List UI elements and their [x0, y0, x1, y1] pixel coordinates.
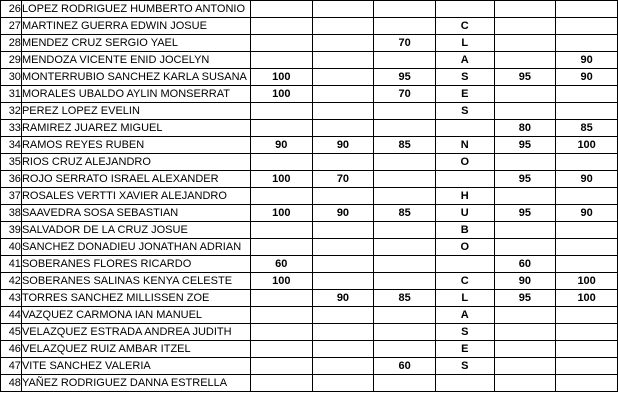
cell-grade-3[interactable]: 70	[374, 86, 436, 103]
cell-student-name[interactable]: ROJO SERRATO ISRAEL ALEXANDER	[21, 171, 250, 188]
cell-grade-2[interactable]	[312, 239, 374, 256]
cell-grade-5[interactable]: 100	[556, 290, 618, 307]
cell-grade-5[interactable]: 90	[556, 205, 618, 222]
cell-grade-4[interactable]: 95	[494, 137, 556, 154]
cell-letter[interactable]: A	[435, 307, 494, 324]
cell-grade-3[interactable]	[374, 1, 436, 18]
cell-grade-5[interactable]	[556, 103, 618, 120]
cell-grade-2[interactable]	[312, 86, 374, 103]
cell-row-number[interactable]: 38	[1, 205, 22, 222]
cell-row-number[interactable]: 46	[1, 341, 22, 358]
table-row	[1, 307, 618, 324]
cell-grade-4[interactable]: 90	[494, 273, 556, 290]
cell-grade-5[interactable]: 100	[556, 137, 618, 154]
cell-student-name[interactable]: VITE SANCHEZ VALERIA	[21, 358, 250, 375]
cell-grade-2[interactable]	[312, 375, 374, 392]
cell-grade-3[interactable]	[374, 239, 436, 256]
cell-grade-2[interactable]	[312, 35, 374, 52]
table-row	[1, 358, 618, 375]
table-row	[1, 86, 618, 103]
table-row	[1, 103, 618, 120]
cell-grade-1[interactable]	[250, 222, 312, 239]
cell-row-number[interactable]: 32	[1, 103, 22, 120]
cell-student-name[interactable]: SAAVEDRA SOSA SEBASTIAN	[21, 205, 250, 222]
cell-grade-3[interactable]	[374, 154, 436, 171]
cell-grade-4[interactable]: 95	[494, 205, 556, 222]
cell-grade-4[interactable]	[494, 222, 556, 239]
table-row	[1, 375, 618, 392]
table-row	[1, 154, 618, 171]
cell-grade-3[interactable]	[374, 256, 436, 273]
cell-grade-3[interactable]: 95	[374, 69, 436, 86]
cell-grade-3[interactable]: 85	[374, 137, 436, 154]
cell-student-name[interactable]: RAMIREZ JUAREZ MIGUEL	[21, 120, 250, 137]
grades-table-body	[1, 1, 618, 392]
cell-grade-3[interactable]	[374, 341, 436, 358]
cell-grade-4[interactable]	[494, 35, 556, 52]
cell-grade-4[interactable]: 95	[494, 69, 556, 86]
cell-student-name[interactable]: SANCHEZ DONADIEU JONATHAN ADRIAN	[21, 239, 250, 256]
cell-grade-2[interactable]: 70	[312, 171, 374, 188]
cell-grade-1[interactable]	[250, 290, 312, 307]
cell-letter[interactable]	[435, 120, 494, 137]
cell-grade-5[interactable]: 90	[556, 69, 618, 86]
cell-letter[interactable]: L	[435, 290, 494, 307]
cell-letter[interactable]: B	[435, 222, 494, 239]
cell-grade-3[interactable]: 85	[374, 290, 436, 307]
cell-grade-4[interactable]	[494, 52, 556, 69]
table-row	[1, 137, 618, 154]
cell-grade-5[interactable]	[556, 18, 618, 35]
cell-grade-2[interactable]	[312, 103, 374, 120]
cell-grade-1[interactable]	[250, 154, 312, 171]
cell-grade-2[interactable]	[312, 307, 374, 324]
table-row	[1, 171, 618, 188]
cell-row-number[interactable]: 30	[1, 69, 22, 86]
cell-student-name[interactable]: RAMOS REYES RUBEN	[21, 137, 250, 154]
cell-grade-1[interactable]	[250, 35, 312, 52]
cell-letter[interactable]	[435, 256, 494, 273]
cell-grade-4[interactable]	[494, 341, 556, 358]
cell-student-name[interactable]: PEREZ LOPEZ EVELIN	[21, 103, 250, 120]
table-row	[1, 18, 618, 35]
cell-grade-5[interactable]	[556, 86, 618, 103]
cell-letter[interactable]: S	[435, 69, 494, 86]
cell-grade-1[interactable]	[250, 18, 312, 35]
cell-letter[interactable]	[435, 1, 494, 18]
cell-grade-4[interactable]	[494, 375, 556, 392]
table-row	[1, 222, 618, 239]
cell-letter[interactable]: A	[435, 52, 494, 69]
cell-grade-2[interactable]	[312, 188, 374, 205]
cell-grade-2[interactable]	[312, 120, 374, 137]
table-row	[1, 341, 618, 358]
cell-grade-4[interactable]	[494, 324, 556, 341]
cell-grade-1[interactable]	[250, 103, 312, 120]
cell-grade-3[interactable]	[374, 52, 436, 69]
cell-row-number[interactable]: 43	[1, 290, 22, 307]
cell-row-number[interactable]: 27	[1, 18, 22, 35]
cell-grade-5[interactable]	[556, 188, 618, 205]
cell-grade-3[interactable]	[374, 222, 436, 239]
cell-grade-5[interactable]	[556, 256, 618, 273]
cell-grade-4[interactable]	[494, 18, 556, 35]
table-row	[1, 205, 618, 222]
cell-grade-3[interactable]	[374, 324, 436, 341]
cell-grade-4[interactable]: 80	[494, 120, 556, 137]
cell-student-name[interactable]: MORALES UBALDO AYLIN MONSERRAT	[21, 86, 250, 103]
cell-grade-1[interactable]	[250, 375, 312, 392]
table-row	[1, 35, 618, 52]
cell-grade-5[interactable]	[556, 358, 618, 375]
cell-grade-2[interactable]: 90	[312, 205, 374, 222]
cell-grade-1[interactable]	[250, 120, 312, 137]
cell-student-name[interactable]: SALVADOR DE LA CRUZ JOSUE	[21, 222, 250, 239]
cell-grade-4[interactable]: 95	[494, 171, 556, 188]
cell-letter[interactable]	[435, 375, 494, 392]
cell-grade-2[interactable]	[312, 222, 374, 239]
table-row	[1, 69, 618, 86]
cell-grade-2[interactable]: 90	[312, 290, 374, 307]
table-row	[1, 1, 618, 18]
table-row	[1, 273, 618, 290]
cell-row-number[interactable]: 45	[1, 324, 22, 341]
cell-grade-5[interactable]: 90	[556, 52, 618, 69]
cell-grade-5[interactable]	[556, 1, 618, 18]
cell-letter[interactable]: S	[435, 324, 494, 341]
cell-row-number[interactable]: 41	[1, 256, 22, 273]
cell-grade-3[interactable]	[374, 171, 436, 188]
cell-letter[interactable]: L	[435, 35, 494, 52]
cell-letter[interactable]: C	[435, 18, 494, 35]
cell-letter[interactable]: O	[435, 239, 494, 256]
table-row	[1, 256, 618, 273]
cell-grade-1[interactable]	[250, 307, 312, 324]
cell-grade-4[interactable]	[494, 86, 556, 103]
cell-grade-1[interactable]	[250, 188, 312, 205]
cell-grade-2[interactable]	[312, 18, 374, 35]
cell-letter[interactable]: U	[435, 205, 494, 222]
cell-grade-5[interactable]	[556, 375, 618, 392]
cell-grade-5[interactable]	[556, 239, 618, 256]
cell-grade-1[interactable]	[250, 358, 312, 375]
table-row	[1, 290, 618, 307]
cell-letter[interactable]: E	[435, 86, 494, 103]
cell-student-name[interactable]: TORRES SANCHEZ MILLISSEN ZOE	[21, 290, 250, 307]
cell-grade-1[interactable]: 100	[250, 86, 312, 103]
cell-grade-1[interactable]: 100	[250, 69, 312, 86]
cell-grade-5[interactable]	[556, 324, 618, 341]
cell-letter[interactable]: S	[435, 358, 494, 375]
cell-grade-3[interactable]: 70	[374, 35, 436, 52]
cell-grade-5[interactable]: 100	[556, 273, 618, 290]
cell-grade-1[interactable]	[250, 324, 312, 341]
cell-letter[interactable]: H	[435, 188, 494, 205]
table-row	[1, 324, 618, 341]
table-row	[1, 52, 618, 69]
cell-row-number[interactable]: 31	[1, 86, 22, 103]
cell-letter[interactable]: S	[435, 103, 494, 120]
cell-row-number[interactable]: 48	[1, 375, 22, 392]
cell-row-number[interactable]: 26	[1, 1, 22, 18]
cell-row-number[interactable]: 29	[1, 52, 22, 69]
cell-student-name[interactable]: SOBERANES SALINAS KENYA CELESTE	[21, 273, 250, 290]
cell-grade-3[interactable]	[374, 18, 436, 35]
cell-grade-2[interactable]	[312, 358, 374, 375]
cell-grade-3[interactable]	[374, 120, 436, 137]
cell-grade-4[interactable]: 95	[494, 290, 556, 307]
cell-letter[interactable]: O	[435, 154, 494, 171]
cell-grade-1[interactable]: 100	[250, 273, 312, 290]
table-row	[1, 239, 618, 256]
cell-student-name[interactable]: RIOS CRUZ ALEJANDRO	[21, 154, 250, 171]
cell-grade-2[interactable]	[312, 324, 374, 341]
cell-grade-3[interactable]	[374, 103, 436, 120]
cell-student-name[interactable]: ROSALES VERTTI XAVIER ALEJANDRO	[21, 188, 250, 205]
cell-grade-5[interactable]	[556, 154, 618, 171]
cell-grade-2[interactable]: 90	[312, 137, 374, 154]
cell-grade-5[interactable]	[556, 222, 618, 239]
cell-grade-1[interactable]: 60	[250, 256, 312, 273]
cell-grade-1[interactable]: 100	[250, 205, 312, 222]
cell-grade-1[interactable]	[250, 239, 312, 256]
cell-letter[interactable]: N	[435, 137, 494, 154]
cell-row-number[interactable]: 42	[1, 273, 22, 290]
cell-student-name[interactable]: VELAZQUEZ ESTRADA ANDREA JUDITH	[21, 324, 250, 341]
cell-grade-4[interactable]	[494, 358, 556, 375]
cell-row-number[interactable]: 28	[1, 35, 22, 52]
cell-grade-2[interactable]	[312, 273, 374, 290]
cell-row-number[interactable]: 33	[1, 120, 22, 137]
cell-student-name[interactable]: VAZQUEZ CARMONA IAN MANUEL	[21, 307, 250, 324]
cell-grade-4[interactable]	[494, 307, 556, 324]
cell-student-name[interactable]: MARTINEZ GUERRA EDWIN JOSUE	[21, 18, 250, 35]
cell-grade-1[interactable]	[250, 52, 312, 69]
table-row	[1, 188, 618, 205]
cell-grade-5[interactable]: 90	[556, 171, 618, 188]
cell-row-number[interactable]: 36	[1, 171, 22, 188]
cell-grade-5[interactable]	[556, 35, 618, 52]
cell-row-number[interactable]: 34	[1, 137, 22, 154]
cell-grade-1[interactable]	[250, 341, 312, 358]
cell-grade-2[interactable]	[312, 69, 374, 86]
cell-student-name[interactable]: LOPEZ RODRIGUEZ HUMBERTO ANTONIO	[21, 1, 250, 18]
cell-grade-4[interactable]	[494, 154, 556, 171]
cell-row-number[interactable]: 37	[1, 188, 22, 205]
cell-grade-2[interactable]	[312, 52, 374, 69]
table-row	[1, 120, 618, 137]
cell-grade-4[interactable]	[494, 1, 556, 18]
cell-letter[interactable]: C	[435, 273, 494, 290]
cell-student-name[interactable]: VELAZQUEZ RUIZ AMBAR ITZEL	[21, 341, 250, 358]
cell-row-number[interactable]: 39	[1, 222, 22, 239]
cell-grade-1[interactable]	[250, 1, 312, 18]
cell-grade-2[interactable]	[312, 1, 374, 18]
cell-grade-4[interactable]	[494, 103, 556, 120]
cell-letter[interactable]	[435, 171, 494, 188]
cell-grade-3[interactable]: 85	[374, 205, 436, 222]
cell-grade-4[interactable]: 60	[494, 256, 556, 273]
cell-grade-1[interactable]: 100	[250, 171, 312, 188]
cell-student-name[interactable]: YAÑEZ RODRIGUEZ DANNA ESTRELLA	[21, 375, 250, 392]
cell-grade-3[interactable]	[374, 188, 436, 205]
cell-row-number[interactable]: 47	[1, 358, 22, 375]
cell-grade-5[interactable]: 85	[556, 120, 618, 137]
cell-grade-2[interactable]	[312, 341, 374, 358]
cell-grade-4[interactable]	[494, 239, 556, 256]
cell-student-name[interactable]: SOBERANES FLORES RICARDO	[21, 256, 250, 273]
cell-grade-3[interactable]	[374, 273, 436, 290]
cell-row-number[interactable]: 35	[1, 154, 22, 171]
cell-grade-1[interactable]: 90	[250, 137, 312, 154]
cell-student-name[interactable]: MENDEZ CRUZ SERGIO YAEL	[21, 35, 250, 52]
cell-grade-3[interactable]	[374, 375, 436, 392]
cell-grade-2[interactable]	[312, 154, 374, 171]
cell-grade-2[interactable]	[312, 256, 374, 273]
cell-letter[interactable]: E	[435, 341, 494, 358]
cell-row-number[interactable]: 44	[1, 307, 22, 324]
cell-grade-4[interactable]	[494, 188, 556, 205]
cell-grade-5[interactable]	[556, 341, 618, 358]
cell-grade-3[interactable]: 60	[374, 358, 436, 375]
cell-row-number[interactable]: 40	[1, 239, 22, 256]
cell-grade-3[interactable]	[374, 307, 436, 324]
cell-grade-5[interactable]	[556, 307, 618, 324]
cell-student-name[interactable]: MONTERRUBIO SANCHEZ KARLA SUSANA	[21, 69, 250, 86]
cell-student-name[interactable]: MENDOZA VICENTE ENID JOCELYN	[21, 52, 250, 69]
